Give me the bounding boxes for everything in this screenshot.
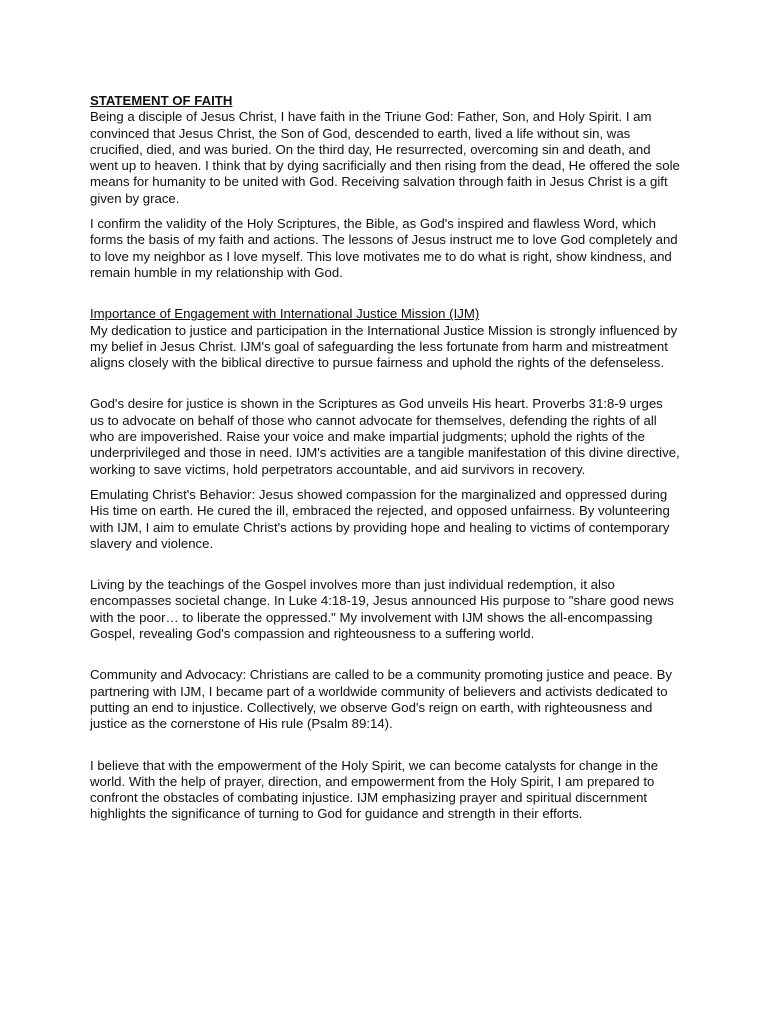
document-title: STATEMENT OF FAITH [90,93,233,108]
paragraph-justice: God's desire for justice is shown in the Scriptures as God unveils His heart. Proverbs 31:8-9 urges us to advocate on behalf of those who cannot advocate for themselves, defending the rights of all who are impoverished. Raise your voice and make impartial judgments; uphold the rights of the underprivileged and those in need. IJM's activities are a tangible manifestation of this divine directive, working to save victims, hold perpetrators accountable, and aid survivors in recovery. [90,396,680,477]
statement-of-faith-section [90,93,680,281]
spacer [90,642,680,667]
paragraph-dedication: My dedication to justice and participation in the International Justice Mission is strongly influenced by my belief in Jesus Christ. IJM's goal of safeguarding the less fortunate from harm and mistreatment aligns closely with the biblical directive to pursue fairness and uphold the rights of the defenseless. [90,322,678,371]
paragraph-emulating-christ: Emulating Christ's Behavior: Jesus showed compassion for the marginalized and oppressed during His time on earth. He cured the ill, embraced the rejected, and opposed unfairness. By volunteering with IJM, I aim to emulate Christ's actions by providing hope and healing to victims of contemporary slavery and violence. [90,486,670,551]
section-title-ijm: Importance of Engagement with International Justice Mission (IJM) [90,306,480,322]
ijm-section [90,306,680,822]
paragraph-community: Community and Advocacy: Christians are called to be a community promoting justice and peace. By partnering with IJM, I became part of a worldwide community of believers and activists dedicated to putting an end to injustice. Collectively, we observe God's reign on earth, with righteousness and justice as the cornerstone of His rule (Psalm 89:14). [90,667,673,732]
spacer [90,281,680,306]
paragraph-faith: Being a disciple of Jesus Christ, I have faith in the Triune God: Father, Son, and Holy Spirit. I am convinced that Jesus Christ, the Son of God, descended to earth, lived a life without sin, was crucified, died, and was buried. On the third day, He resurrected, overcoming sin and death, and went up to heaven. I think that by dying sacrificially and then rising from the dead, He offered the sole means for humanity to be united with God. Receiving salvation through faith in Jesus Christ is a gift given by grace. [90,109,680,206]
spacer [90,478,680,487]
spacer [90,371,680,396]
paragraph-gospel: Living by the teachings of the Gospel involves more than just individual redemption, it also encompasses societal change. In Luke 4:18-19, Jesus announced His purpose to "share good news with the poor… to liberate the oppressed." My involvement with IJM shows the all-encompassing Gospel, revealing God's compassion and righteousness to a suffering world. [90,577,674,642]
paragraph-scripture: I confirm the validity of the Holy Scriptures, the Bible, as God's inspired and flawless Word, which forms the basis of my faith and actions. The lessons of Jesus instruct me to love God completely and to love my neighbor as I love myself. This love motivates me to do what is right, show kindness, and remain humble in my relationship with God. [90,216,678,280]
spacer [90,552,680,577]
paragraph-holy-spirit: I believe that with the empowerment of the Holy Spirit, we can become catalysts for change in the world. With the help of prayer, direction, and empowerment from the Holy Spirit, I am prepared to confront the obstacles of combating injustice. IJM emphasizing prayer and spiritual discernment highlights the significance of turning to God for guidance and strength in their efforts. [90,757,659,822]
document-page [90,93,680,823]
spacer [90,207,680,216]
spacer [90,733,680,758]
